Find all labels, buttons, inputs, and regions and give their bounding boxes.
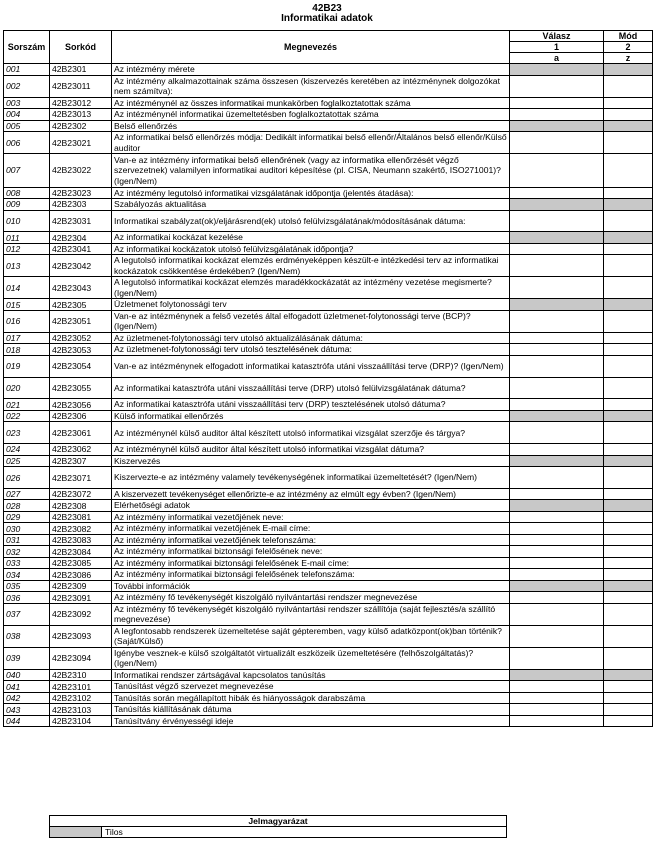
col-valasz-number: 1 xyxy=(510,42,604,53)
row-megnevezes: Az informatikai kockázatok utolsó felülvizsgálatának időpontja? xyxy=(112,243,510,255)
row-megnevezes: További információk xyxy=(112,580,510,592)
row-megnevezes: Az intézmény informatikai biztonsági felelősének E-mail címe: xyxy=(112,557,510,569)
row-mod-cell[interactable] xyxy=(604,377,653,399)
table-row xyxy=(4,569,653,581)
row-megnevezes: Az informatikai katasztrófa utáni visszaállítási terve (DRP) utolsó felülvizsgálatának dátuma? xyxy=(112,377,510,399)
row-valasz-cell[interactable] xyxy=(510,467,604,489)
row-sorkod: 42B2303 xyxy=(50,199,112,211)
row-mod-cell[interactable] xyxy=(604,647,653,669)
row-sorkod: 42B23085 xyxy=(50,557,112,569)
row-sorkod: 42B2309 xyxy=(50,580,112,592)
table-row xyxy=(4,255,653,277)
row-valasz-cell xyxy=(510,299,604,311)
row-sorszam: 019 xyxy=(4,355,50,377)
row-valasz-cell[interactable] xyxy=(510,243,604,255)
row-megnevezes: Az informatikai katasztrófa utáni visszaállítási terv (DRP) tesztelésének utolsó dátuma? xyxy=(112,399,510,411)
row-valasz-cell[interactable] xyxy=(510,546,604,558)
row-mod-cell[interactable] xyxy=(604,210,653,232)
table-row xyxy=(4,210,653,232)
row-megnevezes: Az intézmény informatikai vezetőjének neve: xyxy=(112,511,510,523)
table-row xyxy=(4,332,653,344)
row-valasz-cell[interactable] xyxy=(510,75,604,97)
row-sorszam: 023 xyxy=(4,422,50,444)
row-mod-cell[interactable] xyxy=(604,243,653,255)
table-row xyxy=(4,704,653,716)
col-sorszam-header: Sorszám xyxy=(4,31,50,64)
table-row xyxy=(4,681,653,693)
row-sorszam: 033 xyxy=(4,557,50,569)
table-row xyxy=(4,75,653,97)
row-valasz-cell[interactable] xyxy=(510,488,604,500)
row-megnevezes: Informatikai szabályzat(ok)/eljárásrend(ek) utolsó felülvizsgálatának/módosításának dátuma: xyxy=(112,210,510,232)
row-mod-cell[interactable] xyxy=(604,467,653,489)
row-sorkod: 42B23055 xyxy=(50,377,112,399)
row-sorkod: 42B23021 xyxy=(50,132,112,154)
row-sorszam: 017 xyxy=(4,332,50,344)
row-sorszam: 040 xyxy=(4,669,50,681)
row-megnevezes: Elérhetőségi adatok xyxy=(112,500,510,512)
row-valasz-cell[interactable] xyxy=(510,557,604,569)
legend-table xyxy=(49,815,507,838)
table-row xyxy=(4,310,653,332)
row-sorszam: 001 xyxy=(4,64,50,76)
row-megnevezes: Az intézmény informatikai vezetőjének telefonszáma: xyxy=(112,534,510,546)
row-megnevezes: Az intézménynél informatikai üzemeltetésben foglalkoztatottak száma xyxy=(112,109,510,121)
row-mod-cell[interactable] xyxy=(604,399,653,411)
row-sorkod: 42B23012 xyxy=(50,97,112,109)
row-megnevezes: Az intézmény informatikai biztonsági felelősének telefonszáma: xyxy=(112,569,510,581)
row-mod-cell xyxy=(604,199,653,211)
table-row xyxy=(4,120,653,132)
row-valasz-cell[interactable] xyxy=(510,715,604,727)
row-megnevezes: Az intézmény informatikai vezetőjének E-mail címe: xyxy=(112,523,510,535)
row-megnevezes: A legutolsó informatikai kockázat elemzés erdményeképpen készült-e intézkedési terv az informatikai kockázatok csökkentése érdekében? (Igen/Nem) xyxy=(112,255,510,277)
row-sorkod: 42B23011 xyxy=(50,75,112,97)
row-valasz-cell[interactable] xyxy=(510,255,604,277)
row-sorszam: 042 xyxy=(4,692,50,704)
table-row xyxy=(4,154,653,188)
row-sorkod: 42B23093 xyxy=(50,625,112,647)
row-sorszam: 012 xyxy=(4,243,50,255)
row-valasz-cell[interactable] xyxy=(510,399,604,411)
col-megnevezes-header: Megnevezés xyxy=(112,31,510,64)
row-valasz-cell[interactable] xyxy=(510,132,604,154)
row-sorszam: 007 xyxy=(4,154,50,188)
row-valasz-cell[interactable] xyxy=(510,310,604,332)
form-header xyxy=(0,0,654,24)
row-megnevezes: Tanúsítás során megállapított hibák és hiányosságok darabszáma xyxy=(112,692,510,704)
row-megnevezes: A legfontosabb rendszerek üzemeltetése saját gépteremben, vagy külső adatközpont(ok)ban történik? (Saját/Külső) xyxy=(112,625,510,647)
row-sorkod: 42B2307 xyxy=(50,455,112,467)
row-mod-cell xyxy=(604,120,653,132)
row-sorszam: 010 xyxy=(4,210,50,232)
row-mod-cell[interactable] xyxy=(604,704,653,716)
row-mod-cell[interactable] xyxy=(604,557,653,569)
row-mod-cell[interactable] xyxy=(604,310,653,332)
row-sorszam: 021 xyxy=(4,399,50,411)
table-row xyxy=(4,669,653,681)
row-sorszam: 029 xyxy=(4,511,50,523)
row-sorszam: 035 xyxy=(4,580,50,592)
row-valasz-cell[interactable] xyxy=(510,603,604,625)
table-row xyxy=(4,647,653,669)
table-row xyxy=(4,467,653,489)
row-megnevezes: Belső ellenőrzés xyxy=(112,120,510,132)
row-valasz-cell xyxy=(510,64,604,76)
table-row xyxy=(4,603,653,625)
row-sorkod: 42B23023 xyxy=(50,187,112,199)
row-megnevezes: Üzletmenet folytonossági terv xyxy=(112,299,510,311)
row-mod-cell[interactable] xyxy=(604,488,653,500)
row-megnevezes: Szabályozás aktualitása xyxy=(112,199,510,211)
row-sorkod: 42B23062 xyxy=(50,444,112,456)
row-valasz-cell xyxy=(510,580,604,592)
row-valasz-cell[interactable] xyxy=(510,523,604,535)
table-row xyxy=(4,399,653,411)
table-row xyxy=(4,109,653,121)
table-row xyxy=(4,187,653,199)
row-valasz-cell[interactable] xyxy=(510,511,604,523)
row-mod-cell[interactable] xyxy=(604,109,653,121)
row-sorkod: 42B23051 xyxy=(50,310,112,332)
row-megnevezes: A kiszervezett tevékenységet ellenőrizte-e az intézmény az elmúlt egy évben? (Igen/Nem) xyxy=(112,488,510,500)
table-row xyxy=(4,299,653,311)
row-valasz-cell[interactable] xyxy=(510,534,604,546)
row-sorszam: 037 xyxy=(4,603,50,625)
row-mod-cell xyxy=(604,64,653,76)
row-sorszam: 008 xyxy=(4,187,50,199)
row-valasz-cell[interactable] xyxy=(510,355,604,377)
row-mod-cell[interactable] xyxy=(604,355,653,377)
row-sorkod: 42B2304 xyxy=(50,232,112,244)
table-row xyxy=(4,534,653,546)
table-row xyxy=(4,557,653,569)
row-sorkod: 42B23053 xyxy=(50,344,112,356)
row-sorszam: 036 xyxy=(4,592,50,604)
row-sorszam: 009 xyxy=(4,199,50,211)
row-sorszam: 015 xyxy=(4,299,50,311)
legend-item-label: Tilos xyxy=(102,827,507,838)
row-valasz-cell xyxy=(510,410,604,422)
row-sorkod: 42B23103 xyxy=(50,704,112,716)
row-sorkod: 42B23104 xyxy=(50,715,112,727)
row-mod-cell xyxy=(604,232,653,244)
table-row xyxy=(4,500,653,512)
data-table xyxy=(3,30,653,727)
row-megnevezes: Az informatikai belső ellenőrzés módja: Dedikált informatikai belső ellenőr/Általános belső ellenőr/Külső auditor xyxy=(112,132,510,154)
row-sorszam: 026 xyxy=(4,467,50,489)
row-mod-cell[interactable] xyxy=(604,681,653,693)
row-megnevezes: Az intézmény mérete xyxy=(112,64,510,76)
row-mod-cell[interactable] xyxy=(604,511,653,523)
row-sorkod: 42B23084 xyxy=(50,546,112,558)
row-mod-cell xyxy=(604,669,653,681)
row-valasz-cell xyxy=(510,500,604,512)
row-megnevezes: Az intézmény fő tevékenységét kiszolgáló nyilvántartási rendszer megnevezése xyxy=(112,592,510,604)
table-row xyxy=(4,692,653,704)
row-valasz-cell[interactable] xyxy=(510,444,604,456)
row-valasz-cell xyxy=(510,455,604,467)
row-sorszam: 004 xyxy=(4,109,50,121)
col-sorkod-header: Sorkód xyxy=(50,31,112,64)
table-row xyxy=(4,344,653,356)
row-sorszam: 005 xyxy=(4,120,50,132)
row-valasz-cell[interactable] xyxy=(510,187,604,199)
row-valasz-cell[interactable] xyxy=(510,647,604,669)
row-mod-cell[interactable] xyxy=(604,523,653,535)
table-row xyxy=(4,580,653,592)
row-megnevezes: Az intézmény legutolsó informatikai vizsgálatának időpontja (jelentés átadása): xyxy=(112,187,510,199)
row-megnevezes: Van-e az intézménynek elfogadott informatikai katasztrófa utáni visszaállítási terve (DRP)? (Igen/Nem) xyxy=(112,355,510,377)
row-megnevezes: Az intézménynél külső auditor által készített utolsó informatikai vizsgálat dátuma? xyxy=(112,444,510,456)
row-valasz-cell[interactable] xyxy=(510,344,604,356)
row-valasz-cell xyxy=(510,199,604,211)
legend-title: Jelmagyarázat xyxy=(50,816,507,827)
row-sorszam: 032 xyxy=(4,546,50,558)
row-sorszam: 025 xyxy=(4,455,50,467)
table-row xyxy=(4,97,653,109)
row-megnevezes: A legutolsó informatikai kockázat elemzés maradékkockázatát az intézmény vezetése megismerte? (Igen/Nem) xyxy=(112,277,510,299)
col-valasz-header: Válasz xyxy=(510,31,604,42)
row-sorkod: 42B2310 xyxy=(50,669,112,681)
row-sorkod: 42B23013 xyxy=(50,109,112,121)
row-mod-cell[interactable] xyxy=(604,187,653,199)
row-valasz-cell[interactable] xyxy=(510,692,604,704)
table-row xyxy=(4,64,653,76)
row-mod-cell[interactable] xyxy=(604,715,653,727)
table-row xyxy=(4,523,653,535)
row-sorszam: 027 xyxy=(4,488,50,500)
row-sorkod: 42B23081 xyxy=(50,511,112,523)
row-sorszam: 044 xyxy=(4,715,50,727)
row-mod-cell[interactable] xyxy=(604,625,653,647)
row-megnevezes: Tanúsítvány érvényességi ideje xyxy=(112,715,510,727)
row-sorszam: 022 xyxy=(4,410,50,422)
legend-swatch xyxy=(50,827,102,838)
row-sorkod: 42B23061 xyxy=(50,422,112,444)
table-row xyxy=(4,444,653,456)
row-valasz-cell[interactable] xyxy=(510,592,604,604)
row-sorszam: 043 xyxy=(4,704,50,716)
row-valasz-cell xyxy=(510,120,604,132)
row-megnevezes: Az intézmény alkalmazottainak száma összesen (kiszervezés keretében az intézménynek dolgozókat nem számítva): xyxy=(112,75,510,97)
table-row xyxy=(4,132,653,154)
row-sorszam: 041 xyxy=(4,681,50,693)
table-row xyxy=(4,715,653,727)
row-megnevezes: Az üzletmenet-folytonossági terv utolsó aktualizálásának dátuma: xyxy=(112,332,510,344)
row-megnevezes: Külső informatikai ellenőrzés xyxy=(112,410,510,422)
row-mod-cell[interactable] xyxy=(604,603,653,625)
row-valasz-cell[interactable] xyxy=(510,377,604,399)
row-megnevezes: Igénybe vesznek-e külső szolgáltatót virtualizált eszközeik üzemeltetésére (felhőszolgáltatás)? (Igen/Nem) xyxy=(112,647,510,669)
row-megnevezes: Az intézmény fő tevékenységét kiszolgáló nyilvántartási rendszer szállítója (saját fejlesztés/a szállító megnevezése) xyxy=(112,603,510,625)
row-sorkod: 42B23041 xyxy=(50,243,112,255)
row-sorkod: 42B23071 xyxy=(50,467,112,489)
row-sorkod: 42B2308 xyxy=(50,500,112,512)
row-mod-cell[interactable] xyxy=(604,132,653,154)
row-sorkod: 42B2301 xyxy=(50,64,112,76)
row-megnevezes: Van-e az intézménynek a felső vezetés által elfogadott üzletmenet-folytonossági terve (BCP)? (Igen/Nem) xyxy=(112,310,510,332)
row-mod-cell xyxy=(604,580,653,592)
row-mod-cell xyxy=(604,455,653,467)
row-mod-cell[interactable] xyxy=(604,97,653,109)
table-row xyxy=(4,546,653,558)
row-mod-cell[interactable] xyxy=(604,154,653,188)
row-megnevezes: Kiszervezés xyxy=(112,455,510,467)
row-megnevezes: Tanúsítást végző szervezet megnevezése xyxy=(112,681,510,693)
row-mod-cell[interactable] xyxy=(604,75,653,97)
table-body xyxy=(4,64,653,727)
row-valasz-cell xyxy=(510,669,604,681)
table-row xyxy=(4,232,653,244)
row-valasz-cell[interactable] xyxy=(510,109,604,121)
row-valasz-cell[interactable] xyxy=(510,277,604,299)
table-row xyxy=(4,625,653,647)
row-sorkod: 42B23083 xyxy=(50,534,112,546)
row-mod-cell xyxy=(604,410,653,422)
row-megnevezes: Az intézmény informatikai biztonsági felelősének neve: xyxy=(112,546,510,558)
row-sorszam: 011 xyxy=(4,232,50,244)
row-mod-cell xyxy=(604,500,653,512)
row-sorszam: 002 xyxy=(4,75,50,97)
row-mod-cell[interactable] xyxy=(604,422,653,444)
col-mod-number: 2 xyxy=(604,42,653,53)
row-sorszam: 006 xyxy=(4,132,50,154)
row-sorkod: 42B23091 xyxy=(50,592,112,604)
table-row xyxy=(4,592,653,604)
row-sorkod: 42B23086 xyxy=(50,569,112,581)
row-mod-cell xyxy=(604,299,653,311)
row-sorszam: 014 xyxy=(4,277,50,299)
row-valasz-cell[interactable] xyxy=(510,332,604,344)
row-valasz-cell[interactable] xyxy=(510,569,604,581)
row-sorkod: 42B23022 xyxy=(50,154,112,188)
row-sorkod: 42B2306 xyxy=(50,410,112,422)
row-megnevezes: Tanúsítás kiállításának dátuma xyxy=(112,704,510,716)
row-sorszam: 028 xyxy=(4,500,50,512)
form-code: 42B23 xyxy=(312,3,342,14)
row-sorszam: 031 xyxy=(4,534,50,546)
row-sorszam: 016 xyxy=(4,310,50,332)
table-row xyxy=(4,422,653,444)
row-mod-cell[interactable] xyxy=(604,546,653,558)
row-mod-cell[interactable] xyxy=(604,344,653,356)
table-row xyxy=(4,511,653,523)
row-sorkod: 42B23101 xyxy=(50,681,112,693)
row-sorkod: 42B23092 xyxy=(50,603,112,625)
row-sorkod: 42B23082 xyxy=(50,523,112,535)
row-sorkod: 42B23042 xyxy=(50,255,112,277)
row-sorkod: 42B23094 xyxy=(50,647,112,669)
row-mod-cell[interactable] xyxy=(604,444,653,456)
row-valasz-cell[interactable] xyxy=(510,625,604,647)
row-sorkod: 42B23052 xyxy=(50,332,112,344)
row-sorszam: 018 xyxy=(4,344,50,356)
row-megnevezes: Az intézménynél külső auditor által készített utolsó informatikai vizsgálat szerzője és tárgya? xyxy=(112,422,510,444)
col-mod-letter: z xyxy=(604,53,653,64)
table-row xyxy=(4,199,653,211)
row-sorszam: 039 xyxy=(4,647,50,669)
table-row xyxy=(4,277,653,299)
row-valasz-cell xyxy=(510,232,604,244)
row-sorszam: 013 xyxy=(4,255,50,277)
row-sorkod: 42B23031 xyxy=(50,210,112,232)
row-mod-cell[interactable] xyxy=(604,592,653,604)
table-row xyxy=(4,488,653,500)
row-sorszam: 038 xyxy=(4,625,50,647)
row-megnevezes: Az informatikai kockázat kezelése xyxy=(112,232,510,244)
row-valasz-cell[interactable] xyxy=(510,97,604,109)
row-sorkod: 42B2302 xyxy=(50,120,112,132)
row-valasz-cell[interactable] xyxy=(510,681,604,693)
row-sorkod: 42B23102 xyxy=(50,692,112,704)
row-mod-cell[interactable] xyxy=(604,569,653,581)
row-sorkod: 42B23056 xyxy=(50,399,112,411)
row-megnevezes: Az intézménynél az összes informatikai munkakörben foglalkoztatottak száma xyxy=(112,97,510,109)
row-valasz-cell[interactable] xyxy=(510,210,604,232)
table-row xyxy=(4,410,653,422)
row-valasz-cell[interactable] xyxy=(510,704,604,716)
row-mod-cell[interactable] xyxy=(604,332,653,344)
row-mod-cell[interactable] xyxy=(604,255,653,277)
row-sorszam: 030 xyxy=(4,523,50,535)
row-megnevezes: Informatikai rendszer zártságával kapcsolatos tanúsítás xyxy=(112,669,510,681)
col-valasz-letter: a xyxy=(510,53,604,64)
row-megnevezes: Van-e az intézmény informatikai belső ellenőrének (vagy az informatika ellenőrzését végző szervezetnek) valamilyen informatikai auditori képesítése (pl. CISA, Neumann szakértő, ISO271001)? (Igen/Nem) xyxy=(112,154,510,188)
table-row xyxy=(4,455,653,467)
row-sorszam: 034 xyxy=(4,569,50,581)
row-sorszam: 020 xyxy=(4,377,50,399)
col-mod-header: Mód xyxy=(604,31,653,42)
row-mod-cell[interactable] xyxy=(604,692,653,704)
row-megnevezes: Az üzletmenet-folytonossági terv utolsó tesztelésének dátuma: xyxy=(112,344,510,356)
row-sorkod: 42B23072 xyxy=(50,488,112,500)
table-row xyxy=(4,355,653,377)
row-mod-cell[interactable] xyxy=(604,534,653,546)
row-sorszam: 003 xyxy=(4,97,50,109)
row-sorkod: 42B23043 xyxy=(50,277,112,299)
table-row xyxy=(4,243,653,255)
row-megnevezes: Kiszervezte-e az intézmény valamely tevékenységének informatikai üzemeltetését? (Igen/Nem) xyxy=(112,467,510,489)
row-sorkod: 42B2305 xyxy=(50,299,112,311)
row-sorszam: 024 xyxy=(4,444,50,456)
row-valasz-cell[interactable] xyxy=(510,422,604,444)
row-valasz-cell[interactable] xyxy=(510,154,604,188)
form-title: Informatikai adatok xyxy=(281,13,373,24)
table-row xyxy=(4,377,653,399)
row-mod-cell[interactable] xyxy=(604,277,653,299)
row-sorkod: 42B23054 xyxy=(50,355,112,377)
